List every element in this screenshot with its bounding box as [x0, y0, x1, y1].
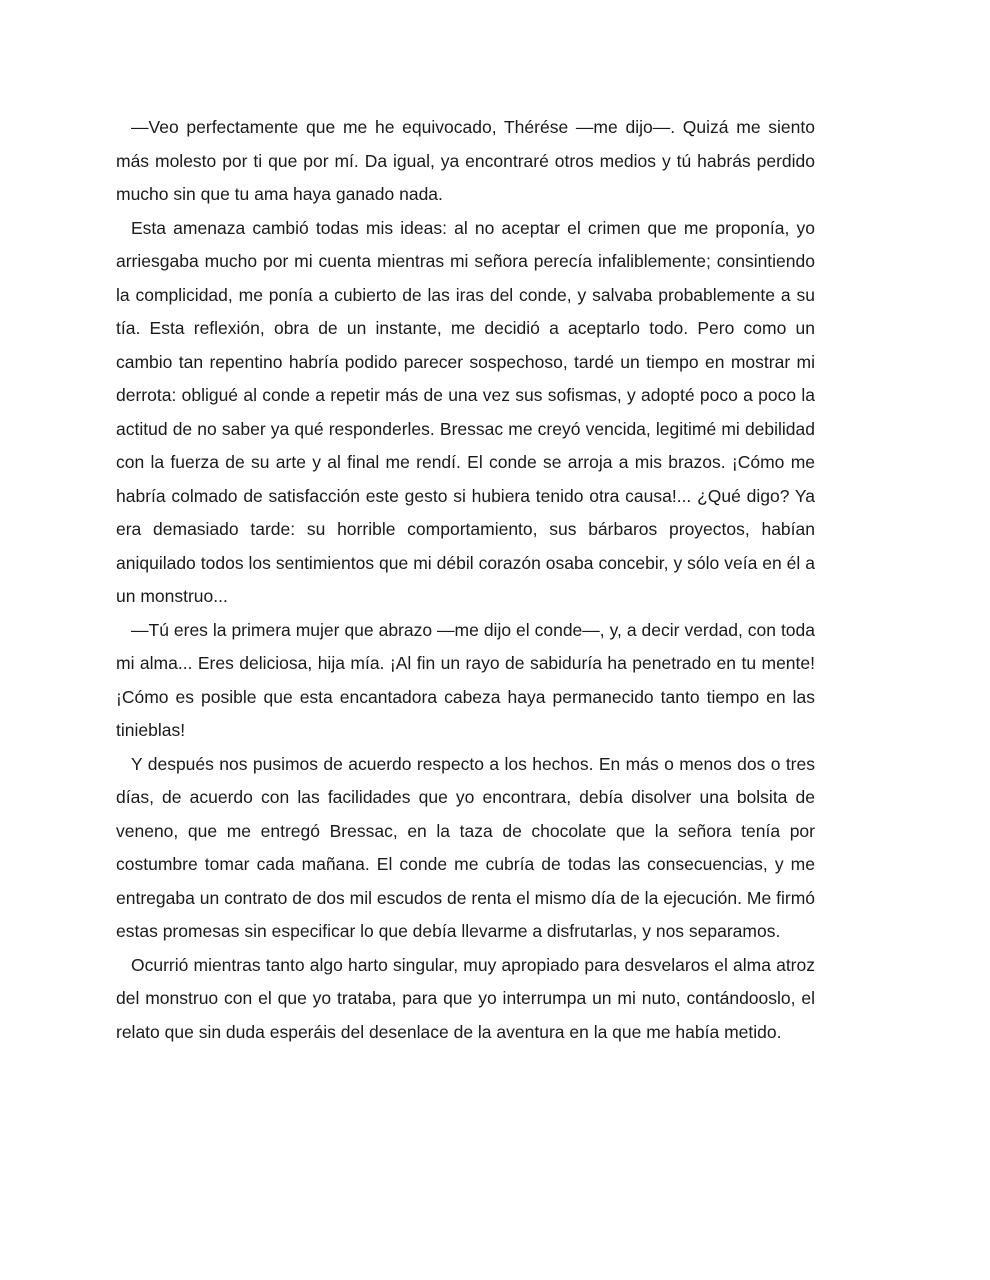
paragraph: Y después nos pusimos de acuerdo respecto a los hechos. En más o menos dos o tres días, de acuerdo con las facilidades que yo encontrara, debía disolver una bolsita de veneno, que me entregó Bressac, en la taza de chocolate que la señora tenía por costumbre tomar cada mañana. El conde me cubría de todas las consecuencias, y me entregaba un contrato de dos mil escudos de renta el mismo día de la ejecución. Me firmó estas promesas sin especificar lo que debía llevarme a disfrutarlas, y nos separamos.: [116, 753, 815, 941]
document-page: [116, 111, 815, 1049]
paragraph: Esta amenaza cambió todas mis ideas: al no aceptar el crimen que me proponía, yo arriesgaba mucho por mi cuenta mientras mi señora perecía infaliblemente; consintiendo la complicidad, me ponía a cubierto de las iras del conde, y salvaba probablemente a su tía. Esta reflexión, obra de un instante, me decidió a aceptarlo todo. Pero como un cambio tan repentino habría podido parecer sospechoso, tardé un tiempo en mostrar mi derrota: obligué al conde a repetir más de una vez sus sofismas, y adopté poco a poco la actitud de no saber ya qué responderles. Bressac me creyó vencida, legitimé mi debilidad con la fuerza de su arte y al final me rendí. El conde se arroja a mis brazos. ¡Cómo me habría colmado de satisfacción este gesto si hubiera tenido otra causa!... ¿Qué digo? Ya era demasiado tarde: su horrible comportamiento, sus bárbaros proyectos, habían aniquilado todos los sentimientos que mi débil corazón osaba concebir, y sólo veía en él a un monstruo...: [116, 217, 815, 606]
paragraph: —Veo perfectamente que me he equivocado, Thérése —me dijo—. Quizá me siento más molesto por ti que por mí. Da igual, ya encontraré otros medios y tú habrás perdido mucho sin que tu ama haya ganado nada.: [116, 117, 815, 204]
paragraph: Ocurrió mientras tanto algo harto singular, muy apropiado para desvelaros el alma atroz del monstruo con el que yo trataba, para que yo interrumpa un mi nuto, contándooslo, el relato que sin duda esperáis del desenlace de la aventura en la que me había metido.: [116, 954, 815, 1042]
paragraph: —Tú eres la primera mujer que abrazo —me dijo el conde—, y, a decir verdad, con toda mi alma... Eres deliciosa, hija mía. ¡Al fin un rayo de sabiduría ha penetrado en tu mente! ¡Cómo es posible que esta encantadora cabeza haya permanecido tanto tiempo en las tinieblas!: [116, 619, 815, 740]
